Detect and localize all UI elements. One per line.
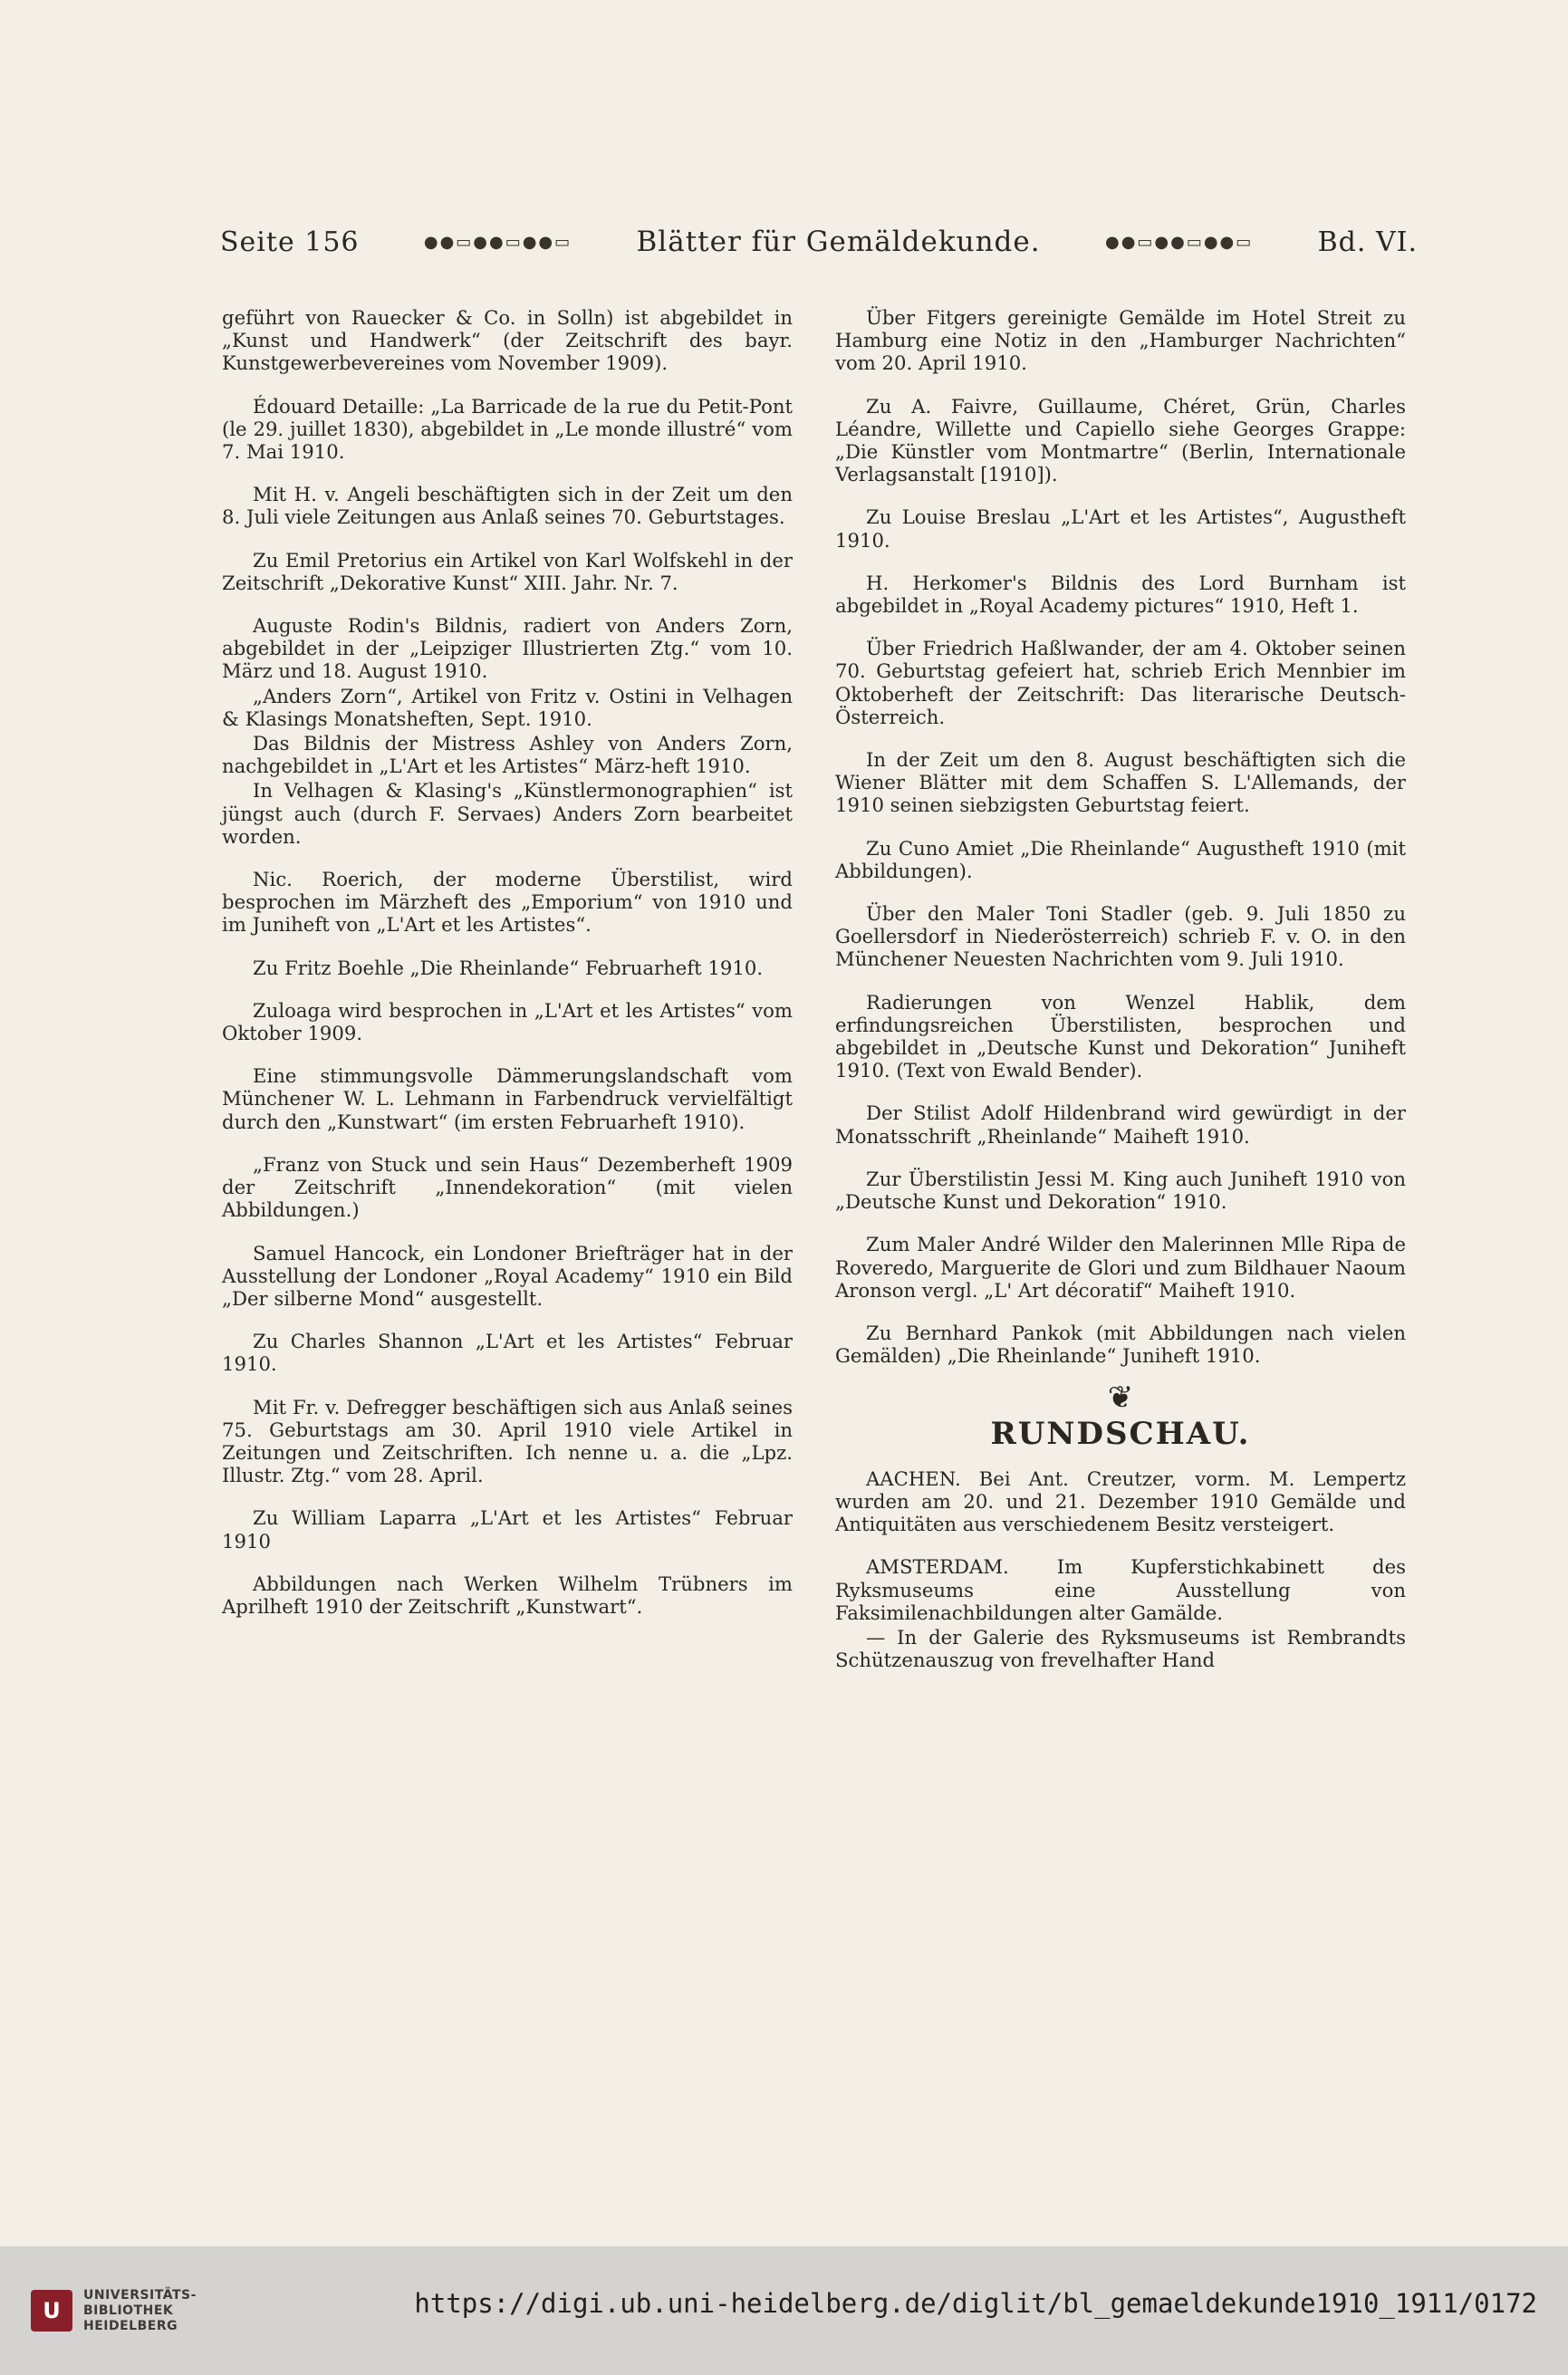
- entry-paragraph: Das Bildnis der Mistress Ashley von Anders Zorn, nachgebildet in „L'Art et les Artistes“ März-heft 1910.: [222, 732, 793, 778]
- entry-paragraph: Eine stimmungsvolle Dämmerungslandschaft vom Münchener W. L. Lehmann in Farbendruck vervielfältigt durch den „Kunstwart“ (im ersten Februarheft 1910).: [222, 1064, 793, 1133]
- entry-paragraph: AMSTERDAM. Im Kupferstichkabinett des Ryksmuseums eine Ausstellung von Faksimilenachbildungen alter Gamälde.: [835, 1555, 1406, 1624]
- entry-paragraph: Mit H. v. Angeli beschäftigten sich in der Zeit um den 8. Juli viele Zeitungen aus Anlaß seines 70. Geburtstages.: [222, 483, 793, 529]
- page-number: Seite 156: [220, 226, 360, 258]
- entry-paragraph: Zum Maler André Wilder den Malerinnen Mlle Ripa de Roveredo, Marguerite de Glori und zum Bildhauer Naoum Aronson vergl. „L' Art décoratif“ Maiheft 1910.: [835, 1233, 1406, 1302]
- section-title: RUNDSCHAU.: [990, 1415, 1251, 1452]
- section-entries: [835, 1467, 1406, 1672]
- entry-paragraph: Zu Charles Shannon „L'Art et les Artistes“ Februar 1910.: [222, 1330, 793, 1376]
- footer-bar: [0, 2246, 1568, 2375]
- library-name-line: BIBLIOTHEK: [83, 2303, 174, 2318]
- header-ornament-left: ●●▭●●▭●●▭: [423, 232, 572, 252]
- entry-paragraph: Nic. Roerich, der moderne Überstilist, wird besprochen im Märzheft des „Emporium“ von 1910 und im Juniheft von „L'Art et les Artistes“.: [222, 868, 793, 937]
- entry-paragraph: Zur Überstilistin Jessi M. King auch Juniheft 1910 von „Deutsche Kunst und Dekoration“ 1910.: [835, 1167, 1406, 1214]
- right-column: [835, 306, 1406, 1691]
- entry-paragraph: Auguste Rodin's Bildnis, radiert von Anders Zorn, abgebildet in der „Leipziger Illustrierten Ztg.“ vom 10. März und 18. August 1910.: [222, 614, 793, 683]
- entry-paragraph: Samuel Hancock, ein Londoner Briefträger hat in der Ausstellung der Londoner „Royal Academy“ 1910 ein Bild „Der silberne Mond“ ausgestellt.: [222, 1241, 793, 1310]
- entry-paragraph: In der Zeit um den 8. August beschäftigten sich die Wiener Blätter mit dem Schaffen S. L'Allemands, der 1910 seinen siebzigsten Geburtstag feiert.: [835, 748, 1406, 817]
- left-column: [222, 306, 793, 1638]
- entry-paragraph: Über Fitgers gereinigte Gemälde im Hotel Streit zu Hamburg eine Notiz in den „Hamburger Nachrichten“ vom 20. April 1910.: [835, 306, 1406, 375]
- university-seal-icon: U: [31, 2290, 72, 2332]
- header-ornament-right: ●●▭●●▭●●▭: [1104, 232, 1254, 252]
- entry-paragraph: In Velhagen & Klasing's „Künstlermonographien“ ist jüngst auch (durch F. Servaes) Anders Zorn bearbeitet worden.: [222, 779, 793, 848]
- entry-paragraph: Der Stilist Adolf Hildenbrand wird gewürdigt in der Monatsschrift „Rheinlande“ Maiheft 1910.: [835, 1101, 1406, 1148]
- library-name-line: HEIDELBERG: [83, 2318, 178, 2333]
- library-name-line: UNIVERSITÄTS-: [83, 2287, 197, 2303]
- entry-paragraph: Zu Cuno Amiet „Die Rheinlande“ Augustheft 1910 (mit Abbildungen).: [835, 836, 1406, 882]
- entry-paragraph: „Franz von Stuck und sein Haus“ Dezemberheft 1909 der Zeitschrift „Innendekoration“ (mit vielen Abbildungen.): [222, 1152, 793, 1222]
- entry-paragraph: Zu Bernhard Pankok (mit Abbildungen nach vielen Gemälden) „Die Rheinlande“ Juniheft 1910.: [835, 1321, 1406, 1368]
- entry-paragraph: „Anders Zorn“, Artikel von Fritz v. Ostini in Velhagen & Klasings Monatsheften, Sept. 1910.: [222, 684, 793, 730]
- entry-paragraph: Zu William Laparra „L'Art et les Artistes“ Februar 1910: [222, 1506, 793, 1553]
- entry-paragraph: geführt von Rauecker & Co. in Solln) ist abgebildet in „Kunst und Handwerk“ (der Zeitschrift des bayr. Kunstgewerbevereines vom November 1909).: [222, 306, 793, 375]
- journal-title: Blätter für Gemäldekunde.: [636, 226, 1041, 258]
- library-name: [83, 2288, 197, 2334]
- entry-paragraph: Zu Fritz Boehle „Die Rheinlande“ Februarheft 1910.: [253, 956, 764, 979]
- entry-paragraph: Über den Maler Toni Stadler (geb. 9. Juli 1850 zu Goellersdorf in Niederösterreich) schrieb F. v. O. in den Münchener Neuesten Nachrichten vom 9. Juli 1910.: [835, 902, 1406, 971]
- entry-paragraph: AACHEN. Bei Ant. Creutzer, vorm. M. Lempertz wurden am 20. und 21. Dezember 1910 Gemälde und Antiquitäten aus verschiedenem Besitz versteigert.: [835, 1466, 1406, 1536]
- entry-paragraph: Über Friedrich Haßlwander, der am 4. Oktober seinen 70. Geburtstag gefeiert hat, schrieb Erich Mennbier im Oktoberheft der Zeitschrift: Das literarische Deutsch-Österreich.: [835, 637, 1406, 728]
- page-header: [220, 219, 1418, 264]
- entry-paragraph: H. Herkomer's Bildnis des Lord Burnham ist abgebildet in „Royal Academy pictures“ 1910, Heft 1.: [835, 571, 1406, 618]
- fleuron-icon: ❦: [1107, 1380, 1134, 1417]
- entry-paragraph: Zu Emil Pretorius ein Artikel von Karl Wolfskehl in der Zeitschrift „Dekorative Kunst“ XIII. Jahr. Nr. 7.: [222, 548, 793, 594]
- entry-paragraph: Abbildungen nach Werken Wilhelm Trübners im Aprilheft 1910 der Zeitschrift „Kunstwart“.: [222, 1572, 793, 1618]
- entry-paragraph: Radierungen von Wenzel Hablik, dem erfindungsreichen Überstilisten, besprochen und abgebildet in „Deutsche Kunst und Dekoration“ Juniheft 1910. (Text von Ewald Bender).: [835, 990, 1406, 1082]
- library-logo[interactable]: [31, 2288, 197, 2334]
- right-column-entries: [835, 306, 1406, 1367]
- volume-label: Bd. VI.: [1317, 226, 1418, 258]
- entry-paragraph: — In der Galerie des Ryksmuseums ist Rembrandts Schützenauszug von frevelhafter Hand: [835, 1625, 1406, 1672]
- entry-paragraph: Zu A. Faivre, Guillaume, Chéret, Grün, Charles Léandre, Willette und Capiello siehe Georges Grappe: „Die Künstler vom Montmartre“ (Berlin, Internationale Verlagsanstalt [1910]).: [835, 394, 1406, 486]
- source-url-link[interactable]: https://digi.ub.uni-heidelberg.de/diglit/bl_gemaeldekunde1910_1911/0172: [414, 2288, 1537, 2319]
- entry-paragraph: Édouard Detaille: „La Barricade de la rue du Petit-Pont (le 29. juillet 1830), abgebildet in „Le monde illustré“ vom 7. Mai 1910.: [222, 394, 793, 464]
- entry-paragraph: Zuloaga wird besprochen in „L'Art et les Artistes“ vom Oktober 1909.: [222, 998, 793, 1045]
- entry-paragraph: Zu Louise Breslau „L'Art et les Artistes“, Augustheft 1910.: [835, 505, 1406, 552]
- entry-paragraph: Mit Fr. v. Defregger beschäftigen sich aus Anlaß seines 75. Geburtstags am 30. April 1910 viele Artikel in Zeitungen und Zeitschriften. Ich nenne u. a. die „Lpz. Illustr. Ztg.“ vom 28. April.: [222, 1395, 793, 1487]
